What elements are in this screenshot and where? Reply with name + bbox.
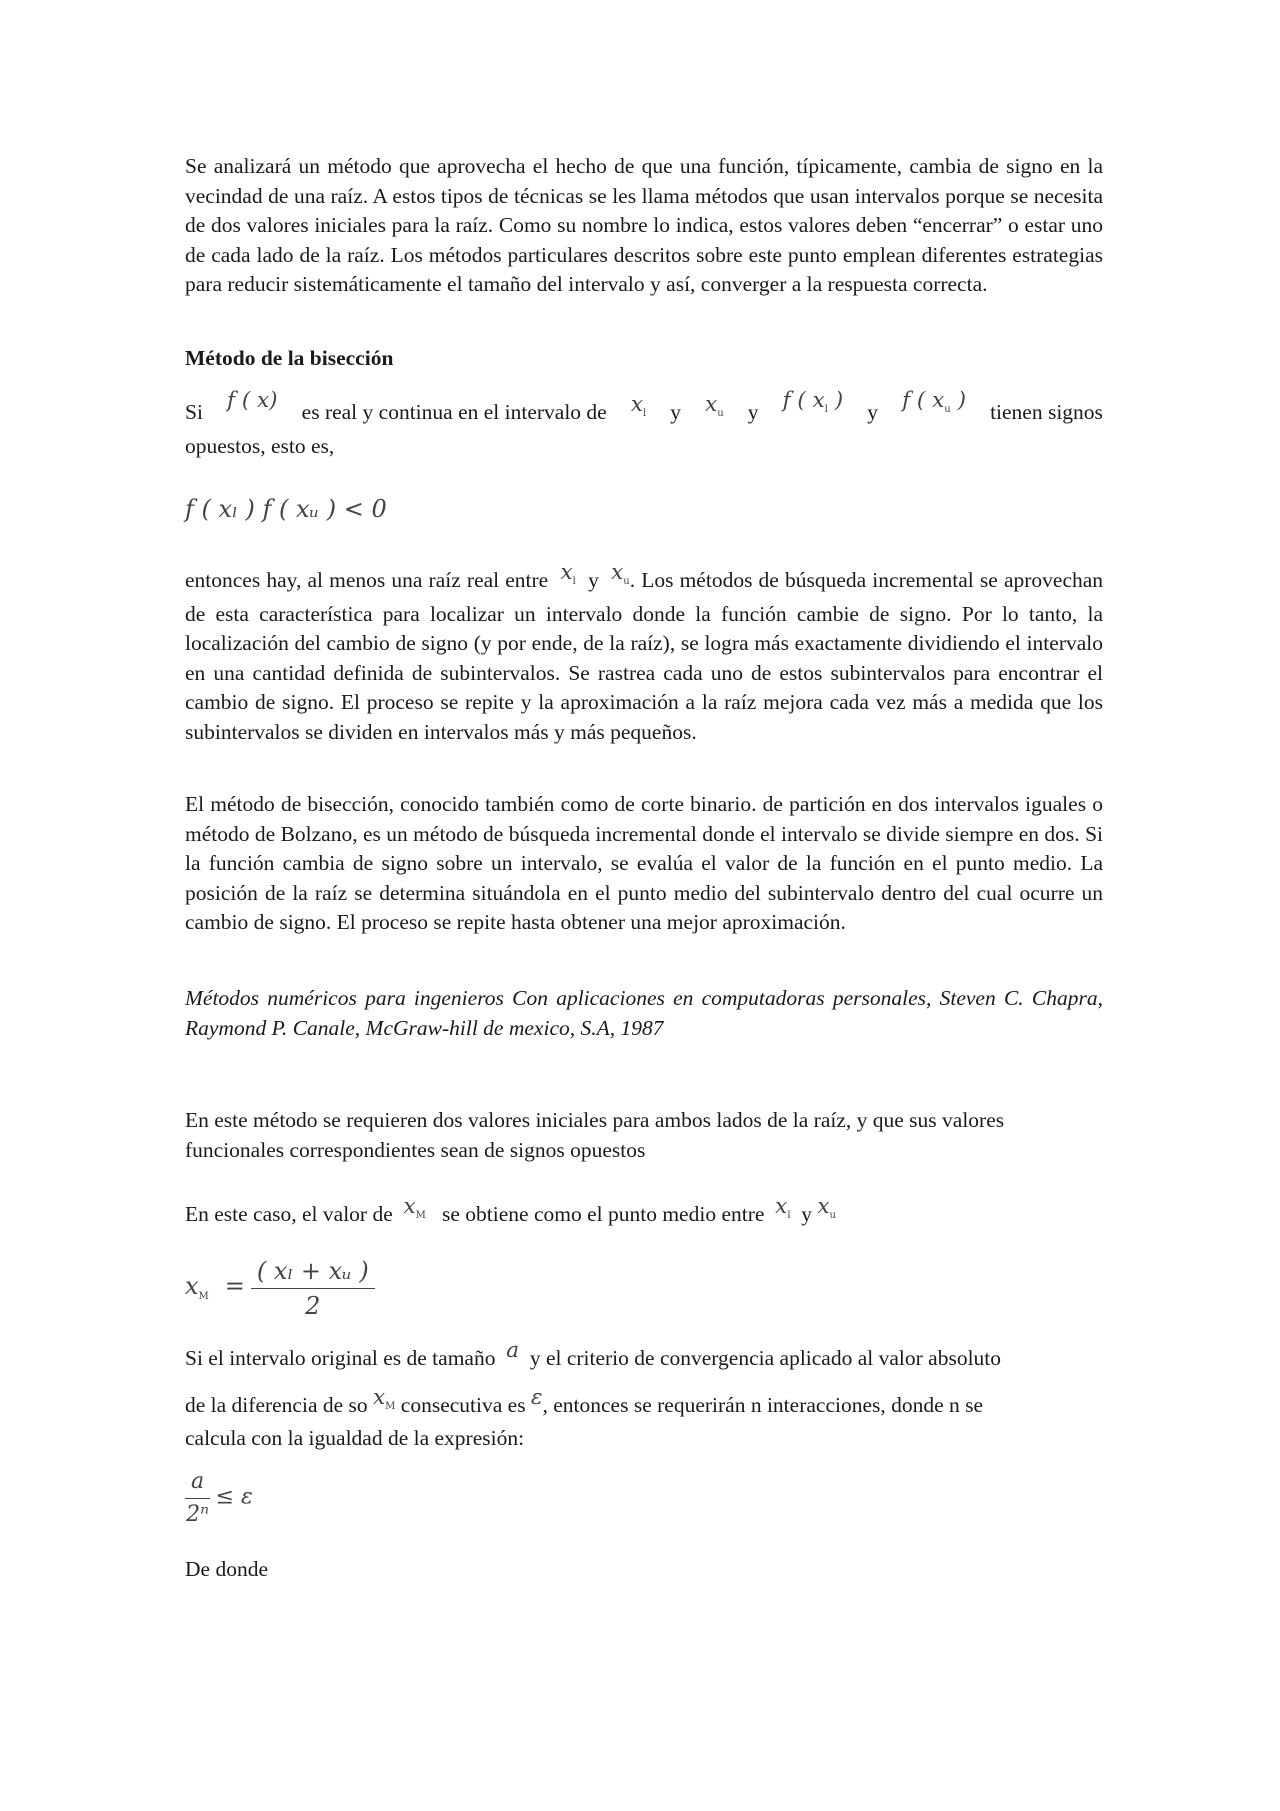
- iterations-fraction: $\frac{a}{\text{2ⁿ}}$: [186, 1469, 210, 1527]
- citation: Métodos numéricos para ingenieros Con aplicaciones en computadoras personales, Steven C. Chapra, Raymond P. Canale, McGraw-hill de mexico, S.A, 1987: [185, 986, 1103, 1040]
- de-donde-text: De donde: [185, 1557, 268, 1581]
- convergence-paragraph: Si el intervalo original es de tamaño a y el criterio de convergencia aplicado al valor absoluto de la diferencia de so $x_M$ consecutiva es ε, entonces se requerirán n interacciones, donde n se calcula con la igualdad de la expresión:: [185, 1338, 1002, 1450]
- condition-paragraph: Si f ( x) es real y continua en el intervalo de $x_l$ y $x_u$ y f ( $x_l$ ) y f ( $x_u$ ) tienen signos opuestos, esto es,: [185, 388, 1103, 458]
- formula-x-l: $x_l$: [630, 392, 647, 419]
- initial-values-paragraph: En este método se requieren dos valores iniciales para ambos lados de la raíz, y que sus valores funcionales correspondientes sean de signos opuestos: [185, 1108, 1005, 1162]
- condition-line: Si f ( x) es real y continua en el intervalo de $x_l$ y $x_u$ y f ( $x_l$ ) y f ( $x_u$ ) tienen signos: [185, 388, 1103, 424]
- section-heading: Método de la bisección: [185, 346, 394, 370]
- incremental-search-paragraph: entonces hay, al menos una raíz real entre $x_l$ y $x_u$. Los métodos de búsqueda incremental se aprovechan de esta característica para localizar un intervalo donde la función cambie de signo. Por lo tanto, la localización del cambio de signo (y por ende, de la raíz), se logra más exactamente dividiendo el intervalo en una cantidad definida de subintervalos. Se rastrea cada uno de estos subintervalos para encontrar el cambio de signo. El proceso se repite y la aproximación a la raíz mejora cada vez más a medida que los subintervalos se dividen en intervalos más y más pequeños.: [185, 560, 1104, 744]
- formula-f-xu: f ( $x_u$ ): [902, 388, 966, 415]
- midpoint-paragraph: En este caso, el valor de $x_M$ se obtiene como el punto medio entre $x_l$ y $x_u$: [185, 1194, 836, 1226]
- midpoint-formula: $x_M$ = $\frac{\text{( xₗ + xᵤ )}}{2}$: [185, 1256, 1103, 1321]
- sign-inequality-formula: f ( xₗ ) f ( xᵤ ) < 0: [185, 495, 387, 523]
- formula-f-xl: f ( $x_l$ ): [782, 388, 844, 415]
- formula-x-u: $x_u$: [705, 392, 724, 419]
- intro-paragraph: Se analizará un método que aprovecha el hecho de que una función, típicamente, cambia de signo en la vecindad de una raíz. A estos tipos de técnicas se les llama métodos que usan intervalos porque se necesita de dos valores iniciales para la raíz. Como su nombre lo indica, estos valores deben “encerrar” o estar uno de cada lado de la raíz. Los métodos particulares descritos sobre este punto emplean diferentes estrategias para reducir sistemáticamente el tamaño del intervalo y así, converger a la respuesta correcta.: [185, 154, 1103, 296]
- iterations-formula: $\frac{a}{\text{2ⁿ}}$ ≤ ε: [186, 1469, 253, 1527]
- bisection-paragraph: El método de bisección, conocido también como de corte binario. de partición en dos intervalos iguales o método de Bolzano, es un método de búsqueda incremental donde el intervalo se divide siempre en dos. Si la función cambia de signo sobre un intervalo, se evalúa el valor de la función en el punto medio. La posición de la raíz se determina situándola en el punto medio del subintervalo dentro del cual ocurre un cambio de signo. El proceso se repite hasta obtener una mejor aproximación.: [185, 792, 1103, 934]
- formula-f-x: f ( x): [227, 388, 278, 413]
- midpoint-fraction: $\frac{\text{( xₗ + xᵤ )}}{2}$: [251, 1256, 375, 1321]
